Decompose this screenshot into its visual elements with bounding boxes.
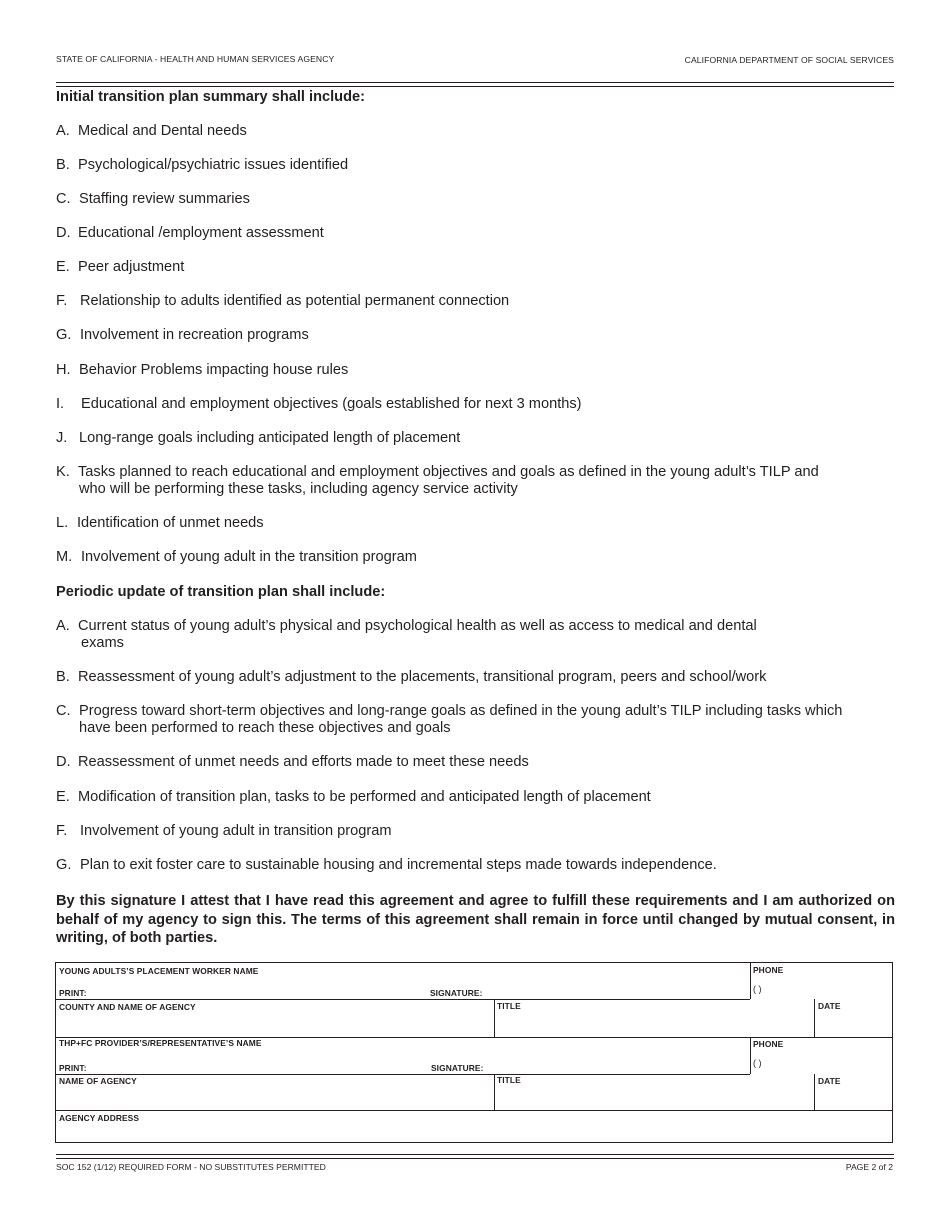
list-item <box>56 618 896 651</box>
item-text: Peer adjustment <box>78 259 185 275</box>
item-letter: B. <box>56 157 70 173</box>
worker-name-label: YOUNG ADULTS’S PLACEMENT WORKER NAME <box>59 966 259 976</box>
periodic-heading: Periodic update of transition plan shall include: <box>56 584 386 600</box>
worker-date-field[interactable]: DATE <box>818 1001 841 1011</box>
list-item <box>56 259 896 276</box>
item-text: Plan to exit foster care to sustainable housing and incremental steps made towards independence. <box>80 857 717 873</box>
item-letter: D. <box>56 225 71 241</box>
item-letter: L. <box>56 515 69 531</box>
item-letter: F. <box>56 823 68 839</box>
item-text-continued: have been performed to reach these objectives and goals <box>79 720 451 736</box>
list-item <box>56 225 896 242</box>
page-number: PAGE 2 of 2 <box>845 1162 893 1172</box>
item-text: Tasks planned to reach educational and employment objectives and goals as defined in the young adult’s TILP and <box>78 464 819 480</box>
item-letter: E. <box>56 789 70 805</box>
item-letter: F. <box>56 293 68 309</box>
header-rule-top <box>56 82 894 83</box>
item-letter: K. <box>56 464 70 480</box>
list-item <box>56 823 896 840</box>
list-item <box>56 857 896 874</box>
item-letter: A. <box>56 618 70 634</box>
initial-heading: Initial transition plan summary shall include: <box>56 89 365 105</box>
item-text: Reassessment of young adult’s adjustment to the placements, transitional program, peers and school/work <box>78 669 767 685</box>
list-item <box>56 430 896 447</box>
provider-print-field[interactable]: PRINT: <box>59 1063 87 1073</box>
worker-title-field[interactable]: TITLE <box>497 1001 521 1011</box>
list-item <box>56 754 896 771</box>
footer-rule-top <box>56 1154 894 1155</box>
worker-signature-field[interactable]: SIGNATURE: <box>430 988 483 998</box>
list-item <box>56 157 896 174</box>
item-text: Current status of young adult’s physical and psychological health as well as access to medical and dental <box>78 618 757 634</box>
item-letter: C. <box>56 703 71 719</box>
item-text: Psychological/psychiatric issues identified <box>78 157 349 173</box>
item-letter: C. <box>56 191 71 207</box>
item-text: Progress toward short-term objectives and long-range goals as defined in the young adult’s TILP including tasks which <box>79 703 843 719</box>
county-agency-field[interactable]: COUNTY AND NAME OF AGENCY <box>59 1002 196 1012</box>
item-letter: G. <box>56 857 72 873</box>
item-letter: H. <box>56 362 71 378</box>
item-text: Long-range goals including anticipated length of placement <box>79 430 461 446</box>
list-item <box>56 362 896 379</box>
item-text: Modification of transition plan, tasks to be performed and anticipated length of placement <box>78 789 651 805</box>
item-text: Educational and employment objectives (goals established for next 3 months) <box>81 396 582 412</box>
agency-name-field[interactable]: NAME OF AGENCY <box>59 1076 137 1086</box>
list-item <box>56 327 896 344</box>
item-letter: D. <box>56 754 71 770</box>
item-text: Relationship to adults identified as potential permanent connection <box>80 293 510 309</box>
item-text-continued: exams <box>81 635 124 651</box>
list-item <box>56 515 896 532</box>
signature-form <box>55 962 893 1143</box>
item-text: Reassessment of unmet needs and efforts made to meet these needs <box>78 754 529 770</box>
provider-signature-field[interactable]: SIGNATURE: <box>431 1063 484 1073</box>
col-divider <box>750 1037 751 1074</box>
worker-phone-label: PHONE <box>753 965 784 975</box>
item-text: Medical and Dental needs <box>78 123 247 139</box>
item-text: Involvement in recreation programs <box>80 327 309 343</box>
provider-phone-field[interactable]: ( ) <box>753 1058 762 1068</box>
item-text: Identification of unmet needs <box>77 515 264 531</box>
item-letter: E. <box>56 259 70 275</box>
agency-address-field[interactable]: AGENCY ADDRESS <box>59 1113 140 1123</box>
item-letter: A. <box>56 123 70 139</box>
header-rule-bottom <box>56 86 894 87</box>
provider-phone-label: PHONE <box>753 1039 784 1049</box>
item-text-continued: who will be performing these tasks, including agency service activity <box>79 481 518 497</box>
item-letter: B. <box>56 669 70 685</box>
row-divider <box>56 999 750 1000</box>
list-item <box>56 396 896 413</box>
item-letter: M. <box>56 549 73 565</box>
col-divider <box>814 1074 815 1110</box>
item-letter: I. <box>56 396 65 412</box>
item-text: Involvement of young adult in transition program <box>80 823 392 839</box>
list-item <box>56 293 896 310</box>
list-item <box>56 549 896 566</box>
form-number: SOC 152 (1/12) REQUIRED FORM - NO SUBSTITUTES PERMITTED <box>56 1162 326 1172</box>
list-item <box>56 123 896 140</box>
col-divider <box>494 999 495 1037</box>
item-text: Staffing review summaries <box>79 191 250 207</box>
item-text: Educational /employment assessment <box>78 225 324 241</box>
worker-phone-field[interactable]: ( ) <box>753 984 762 994</box>
list-item <box>56 789 896 806</box>
item-letter: G. <box>56 327 72 343</box>
list-item <box>56 191 896 208</box>
item-text: Behavior Problems impacting house rules <box>79 362 349 378</box>
provider-title-field[interactable]: TITLE <box>497 1075 521 1085</box>
col-divider <box>814 999 815 1037</box>
col-divider <box>494 1074 495 1110</box>
list-item <box>56 703 896 736</box>
item-letter: J. <box>56 430 68 446</box>
provider-name-label: THP+FC PROVIDER’S/REPRESENTATIVE’S NAME <box>59 1038 262 1048</box>
item-text: Involvement of young adult in the transition program <box>81 549 417 565</box>
footer-rule-bottom <box>56 1158 894 1159</box>
row-divider <box>56 1074 750 1075</box>
list-item <box>56 464 896 497</box>
header-agency: STATE OF CALIFORNIA - HEALTH AND HUMAN SERVICES AGENCY <box>56 54 335 64</box>
attestation-text: By this signature I attest that I have read this agreement and agree to fulfill these requirements and I am authorized on behalf of my agency to sign this. The terms of this agreement shall remain in force until changed by mutual consent, in writing, of both parties. <box>56 893 895 946</box>
worker-print-field[interactable]: PRINT: <box>59 988 87 998</box>
list-item <box>56 669 896 686</box>
row-divider <box>56 1110 892 1111</box>
provider-date-field[interactable]: DATE <box>818 1076 841 1086</box>
col-divider <box>750 963 751 999</box>
header-department: CALIFORNIA DEPARTMENT OF SOCIAL SERVICES <box>684 55 894 65</box>
